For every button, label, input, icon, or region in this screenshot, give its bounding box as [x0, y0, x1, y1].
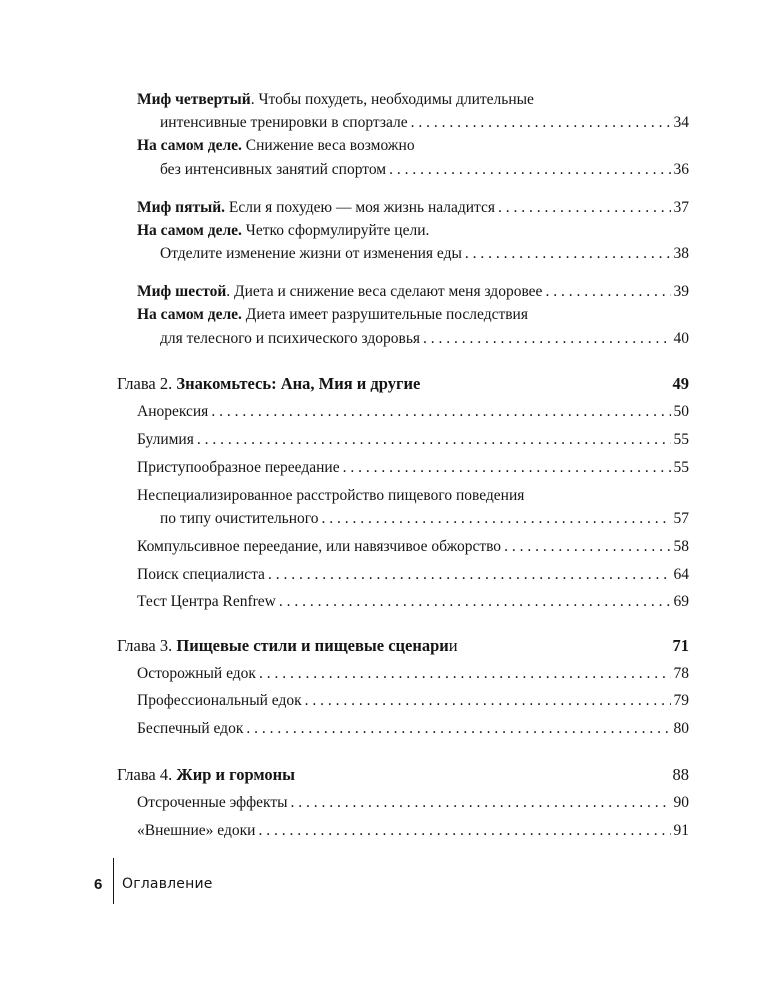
- chapter-title-tail: и: [448, 636, 458, 655]
- toc-entry[interactable]: [160, 160, 689, 180]
- page-number: 80: [673, 720, 689, 737]
- page-number: 55: [673, 431, 689, 448]
- page-number: 57: [673, 510, 689, 527]
- page-number: 37: [673, 199, 689, 216]
- toc-entry[interactable]: [137, 691, 689, 711]
- entry-text: Булимия: [137, 431, 194, 448]
- chapter-prefix: Глава 3.: [117, 636, 177, 655]
- entry-text: Анорексия: [137, 403, 209, 420]
- chapter-title: Пищевые стили и пищевые сценари: [176, 636, 449, 655]
- toc-entry[interactable]: [160, 509, 689, 529]
- entry-text: Отделите изменение жизни от изменения еды: [160, 245, 462, 262]
- page-number: 50: [673, 403, 689, 420]
- toc-entry[interactable]: [137, 430, 689, 450]
- fact-label: На самом деле.: [137, 306, 242, 323]
- entry-text: Беспечный едок: [137, 720, 244, 737]
- chapter-prefix: Глава 2.: [117, 374, 177, 393]
- chapter-page: 71: [672, 636, 689, 655]
- page-number: 69: [673, 593, 689, 610]
- entry-text: Отсроченные эффекты: [137, 794, 288, 811]
- toc-entry[interactable]: [137, 282, 689, 302]
- toc-entry[interactable]: [137, 198, 689, 218]
- entry-text: Компульсивное переедание, или навязчивое обжорство: [137, 538, 502, 555]
- page-number: 78: [673, 665, 689, 682]
- page-number: 36: [673, 161, 689, 178]
- fact-label: На самом деле.: [137, 222, 242, 239]
- chapter-heading[interactable]: [117, 764, 689, 786]
- fact-text: Снижение веса возможно: [241, 137, 415, 154]
- entry-text: Поиск специалиста: [137, 566, 265, 583]
- myth-text: . Чтобы похудеть, необходимы длительные: [250, 91, 534, 108]
- fact-text: Диета имеет разрушительные последствия: [241, 306, 528, 323]
- entry-text: интенсивные тренировки в спортзале: [160, 114, 408, 131]
- chapter-page: 49: [672, 374, 689, 393]
- toc-entry[interactable]: [137, 793, 689, 813]
- footer-divider: [113, 858, 114, 904]
- footer-page-number: 6: [94, 876, 103, 893]
- page-number: 38: [673, 245, 689, 262]
- toc-entry[interactable]: [137, 458, 689, 478]
- toc-entry[interactable]: [137, 821, 689, 841]
- toc-entry[interactable]: [137, 664, 689, 684]
- entry-first-line: [137, 486, 524, 506]
- myth-text: . Диета и снижение веса сделают меня здоровее: [226, 283, 543, 300]
- entry-text: по типу очистительного: [160, 510, 319, 527]
- chapter-title: Жир и гормоны: [176, 765, 296, 784]
- page-number: 91: [673, 822, 689, 839]
- entry-text: для телесного и психического здоровья: [160, 330, 421, 347]
- footer-section-title: Оглавление: [122, 876, 213, 892]
- page-number: 39: [673, 283, 689, 300]
- toc-entry[interactable]: [160, 329, 689, 349]
- page-number: 79: [673, 692, 689, 709]
- entry-text: без интенсивных занятий спортом: [160, 161, 387, 178]
- fact-6-line: [137, 305, 528, 325]
- toc-entry[interactable]: [160, 113, 689, 133]
- toc-entry[interactable]: [137, 565, 689, 585]
- myth-4-line: [137, 90, 534, 110]
- myth-label: Миф шестой: [137, 283, 227, 300]
- toc-entry[interactable]: [137, 402, 689, 422]
- chapter-prefix: Глава 4.: [117, 765, 177, 784]
- page-number: 90: [673, 794, 689, 811]
- fact-5-line: [137, 221, 429, 241]
- chapter-heading[interactable]: [117, 373, 689, 395]
- page-number: 58: [673, 538, 689, 555]
- fact-text: Четко сформулируйте цели.: [241, 222, 430, 239]
- entry-text: «Внешние» едоки: [137, 822, 256, 839]
- fact-label: На самом деле.: [137, 137, 242, 154]
- page-number: 40: [673, 330, 689, 347]
- entry-text: Неспециализированное расстройство пищевого поведения: [137, 487, 525, 504]
- myth-label: Миф четвертый: [137, 91, 251, 108]
- toc-entry[interactable]: [160, 244, 689, 264]
- page-number: 34: [673, 114, 689, 131]
- chapter-page: 88: [672, 765, 689, 784]
- entry-text: Осторожный едок: [137, 665, 256, 682]
- fact-4-line: [137, 136, 415, 156]
- chapter-heading[interactable]: [117, 635, 689, 657]
- toc-entry[interactable]: [137, 592, 689, 612]
- myth-label: Миф пятый.: [137, 199, 225, 216]
- chapter-title: Знакомьтесь: Ана, Мия и другие: [176, 374, 421, 393]
- toc-entry[interactable]: [137, 537, 689, 557]
- page-number: 55: [673, 459, 689, 476]
- myth-text: Если я похудею — моя жизнь наладится: [225, 199, 496, 216]
- entry-text: Приступообразное переедание: [137, 459, 340, 476]
- entry-text: Тест Центра Renfrew: [137, 593, 276, 610]
- entry-text: Профессиональный едок: [137, 692, 302, 709]
- page-number: 64: [673, 566, 689, 583]
- toc-entry[interactable]: [137, 719, 689, 739]
